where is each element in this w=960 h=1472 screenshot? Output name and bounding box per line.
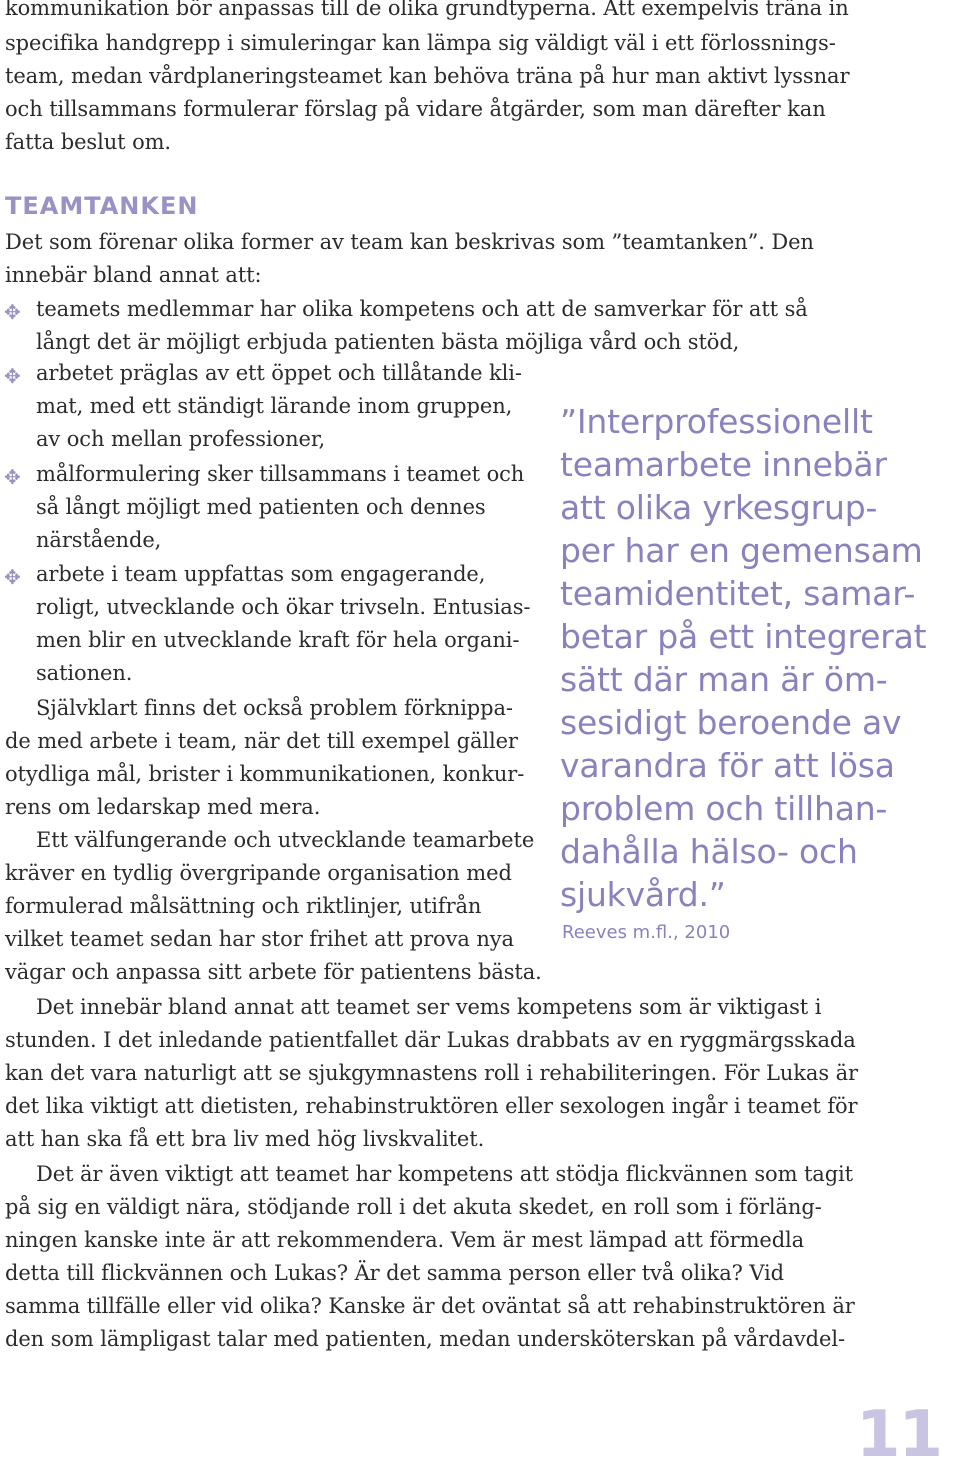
pull-quote-line: teamidentitet, samar- [560,574,916,613]
quote-source: Reeves m.fl., 2010 [562,922,731,943]
four-arrows-bullet-icon: ✥ [4,565,21,589]
pull-quote-line: betar på ett integrerat [560,617,927,656]
text-line: Ett välfungerande och utvecklande teamarbete [36,828,535,852]
pull-quote-line: per har en gemensam [560,531,923,570]
pull-quote-line: teamarbete innebär [560,445,887,484]
text-line: de med arbete i team, när det till exempel gäller [5,729,518,753]
text-line: stunden. I det inledande patientfallet där Lukas drabbats av en ryggmärgsskada [5,1028,856,1052]
text-line: det lika viktigt att dietisten, rehabinstruktören eller sexologen ingår i teamet för [5,1094,858,1118]
four-arrows-bullet-icon: ✥ [4,364,21,388]
bullet-line: långt det är möjligt erbjuda patienten bästa möjliga vård och stöd, [36,330,740,354]
text-line: och tillsammans formulerar förslag på vidare åtgärder, som man därefter kan [5,97,826,121]
bullet-line: så långt möjligt med patienten och dennes [36,495,486,519]
text-line: innebär bland annat att: [5,263,262,287]
text-line: rens om ledarskap med mera. [5,795,321,819]
text-line: samma tillfälle eller vid olika? Kanske är det oväntat så att rehabinstruktören är [5,1294,855,1318]
bullet-line: av och mellan professioner, [36,427,326,451]
bullet-line: roligt, utvecklande och ökar trivseln. Entusias- [36,595,531,619]
page-number: 11 [856,1398,942,1472]
bullet-line: målformulering sker tillsammans i teamet och [36,462,525,486]
text-line: kräver en tydlig övergripande organisation med [5,861,512,885]
text-line: Det innebär bland annat att teamet ser vems kompetens som är viktigast i [36,995,822,1019]
pull-quote-line: dahålla hälso- och [560,832,858,871]
text-line: att han ska få ett bra liv med hög livskvalitet. [5,1127,485,1151]
pull-quote-line: sesidigt beroende av [560,703,902,742]
section-heading: TEAMTANKEN [5,192,199,220]
bullet-line: mat, med ett ständigt lärande inom gruppen, [36,394,513,418]
text-line: ningen kanske inte är att rekommendera. Vem är mest lämpad att förmedla [5,1228,805,1252]
pull-quote-line: varandra för att lösa [560,746,895,785]
bullet-line: närstående, [36,528,162,552]
text-line: detta till flickvännen och Lukas? Är det samma person eller två olika? Vid [5,1261,785,1285]
bullet-line: sationen. [36,661,133,685]
text-line: fatta beslut om. [5,130,172,154]
four-arrows-bullet-icon: ✥ [4,465,21,489]
bullet-line: teamets medlemmar har olika kompetens och att de samverkar för att så [36,297,808,321]
text-line: kommunikation bör anpassas till de olika grundtyperna. Att exempelvis träna in [5,0,849,20]
pull-quote-line: sätt där man är öm- [560,660,888,699]
bullet-line: arbetet präglas av ett öppet och tillåtande kli- [36,361,522,385]
bullet-line: men blir en utvecklande kraft för hela organi- [36,628,520,652]
text-line: den som lämpligast talar med patienten, medan undersköterskan på vårdavdel- [5,1327,845,1351]
text-line: Det som förenar olika former av team kan beskrivas som ”teamtanken”. Den [5,230,814,254]
bullet-line: arbete i team uppfattas som engagerande, [36,562,486,586]
text-line: Det är även viktigt att teamet har kompetens att stödja flickvännen som tagit [36,1162,854,1186]
four-arrows-bullet-icon: ✥ [4,300,21,324]
pull-quote-line: problem och tillhan- [560,789,888,828]
text-line: team, medan vårdplaneringsteamet kan behöva träna på hur man aktivt lyssnar [5,64,850,88]
text-line: otydliga mål, brister i kommunikationen, konkur- [5,762,525,786]
text-line: vilket teamet sedan har stor frihet att prova nya [5,927,514,951]
text-line: Självklart finns det också problem förknippa- [36,696,513,720]
text-line: specifika handgrepp i simuleringar kan lämpa sig väldigt väl i ett förlossnings- [5,31,836,55]
text-line: formulerad målsättning och riktlinjer, utifrån [5,894,482,918]
pull-quote-line: att olika yrkesgrup- [560,488,878,527]
pull-quote-line: ”Interprofessionellt [560,402,873,441]
text-line: vägar och anpassa sitt arbete för patientens bästa. [5,960,542,984]
pull-quote-line: sjukvård.” [560,875,726,914]
text-line: kan det vara naturligt att se sjukgymnastens roll i rehabiliteringen. För Lukas är [5,1061,858,1085]
text-line: på sig en väldigt nära, stödjande roll i det akuta skedet, en roll som i förläng- [5,1195,822,1219]
